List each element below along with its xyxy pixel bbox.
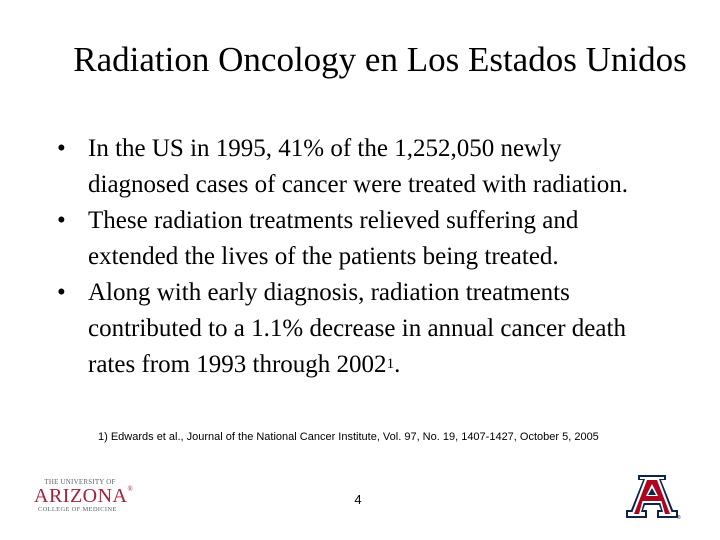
bullet-item [57, 131, 667, 203]
bullet-item [57, 275, 667, 386]
ua-logo-college: COLLEGE OF MEDICINE [38, 506, 117, 513]
block-a-registered: ® [677, 515, 681, 520]
bullet-dot-icon: • [57, 207, 66, 234]
footnote-marker: 1 [386, 356, 395, 372]
bullet-dot-icon: • [57, 279, 66, 306]
bullet-item [57, 203, 667, 275]
footnote: 1) Edwards et al., Journal of the National Cancer Institute, Vol. 97, No. 19, 1407-1427, October 5, 2005 [98, 431, 599, 443]
bullet-text: These radiation treatments relieved suffering and extended the lives of the patients being treated. [88, 207, 579, 270]
ua-logo-registered: ® [127, 485, 134, 493]
slide-title: Radiation Oncology en Los Estados Unidos [73, 40, 687, 79]
bullet-dot-icon: • [57, 135, 66, 162]
arizona-block-a-icon [624, 474, 682, 520]
page-number: 4 [354, 492, 362, 507]
university-of-arizona-logo [32, 477, 134, 517]
bullet-list [57, 131, 667, 386]
bullet-suffix: . [394, 351, 401, 378]
ua-logo-line1: THE UNIVERSITY OF [44, 478, 116, 486]
ua-logo-wordmark: ARIZONA® [34, 485, 134, 507]
bullet-text: Along with early diagnosis, radiation treatments contributed to a 1.1% decrease in annual cancer death rates from 1993 through 2002 [88, 279, 626, 378]
bullet-text: In the US in 1995, 41% of the 1,252,050 newly diagnosed cases of cancer were treated with radiation. [88, 135, 629, 198]
